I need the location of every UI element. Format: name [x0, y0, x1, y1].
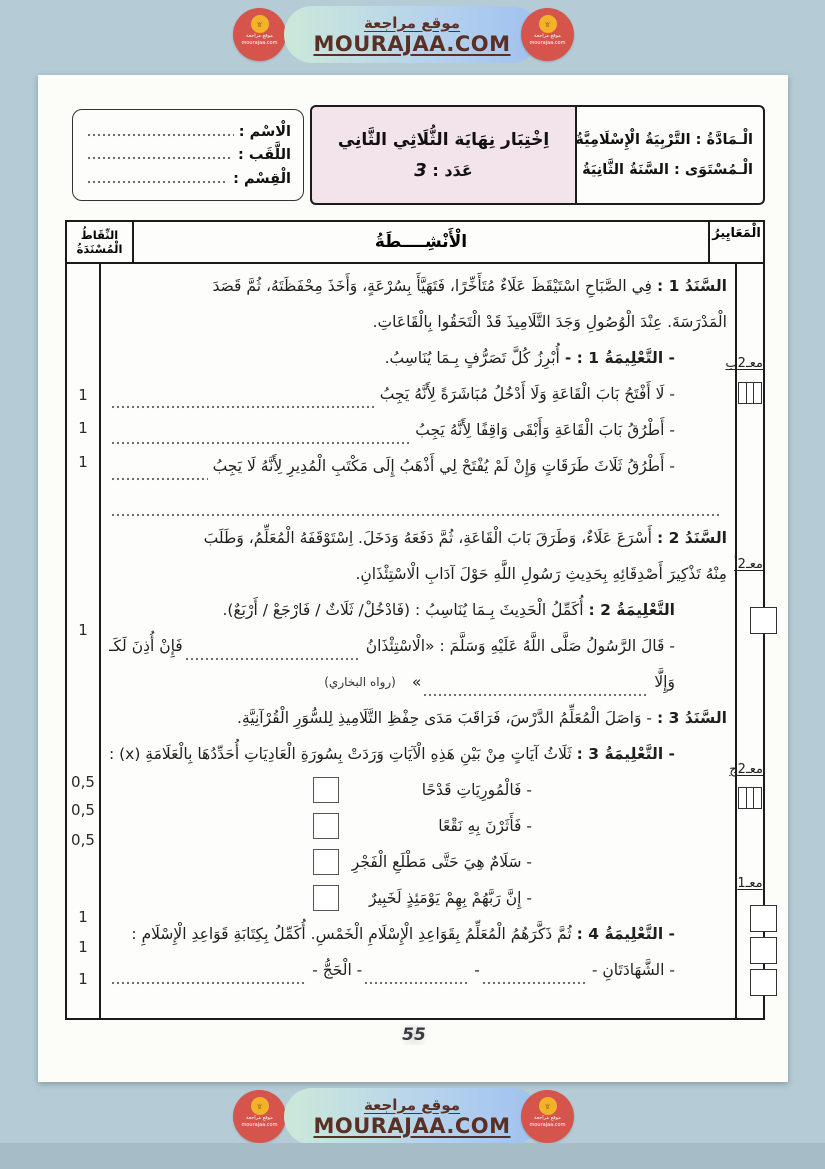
talima2-text: أُكَمِّلُ الْحَدِيثَ بِـمَا يُنَاسِبُ : (فَادْخُلْ/ ثَلَاثٌ / فَارْجَعْ / أَرْبَعٌ).: [222, 601, 584, 619]
sanad2-label: السَّنَدُ 2 :: [656, 529, 727, 547]
logo-emblem-icon: ۩: [251, 1097, 269, 1115]
page-number: 55: [394, 1025, 434, 1045]
talima2-line: [109, 592, 727, 628]
criteria-column: [725, 264, 763, 1018]
talima1-text: أُبْرِزُ كُلَّ تَصَرُّفٍ بِـمَا يُنَاسِبُ.: [384, 349, 560, 367]
blank-dotted-line: [111, 397, 375, 409]
exam-number: [414, 160, 472, 181]
bottom-banner: [0, 1082, 825, 1152]
activities-column-header: الْأَنْشِــــطَةُ: [132, 222, 708, 262]
sanad2-text: مِنْهُ تَذْكِيرَ أَصْدِقَائِهِ بِحَدِيثِ رَسُولِ اللَّهِ حَوْلَ آدَابِ الْاسْتِئْذَانِ.: [355, 565, 727, 583]
quran-option-row: [109, 880, 727, 916]
blank-dotted-line: [111, 973, 307, 985]
talima3-text: ثَلَاثُ آيَاتٍ مِنْ بَيْنِ هَذِهِ الْآيَاتِ وَرَدَتْ بِسُورَةِ الْعَادِيَاتِ أُحَدِّدُهَا بِالْعَلَامَةِ (x) :: [108, 745, 572, 763]
hadith-line2: [109, 664, 727, 700]
exam-header: [65, 105, 765, 205]
blank-dotted-line: [423, 685, 649, 697]
points-value: 0,5: [71, 801, 95, 819]
blank-dotted-line: [111, 505, 722, 517]
blank-dotted-line: [111, 433, 410, 445]
talima2-label: التَّعْلِيمَةُ 2 :: [588, 601, 675, 619]
badge-site-domain: mourajaa.com: [529, 1122, 566, 1128]
criteria-code-2: معـ2أ: [734, 557, 763, 572]
logo-emblem-icon: ۩: [539, 1097, 557, 1115]
badge-site-name: موقع مراجعة: [534, 33, 561, 39]
points-value: 1: [78, 453, 88, 471]
pillars-separator: -: [474, 961, 480, 979]
student-info-box: [72, 109, 304, 201]
table-header-row: [67, 222, 763, 264]
badge-site-name: موقع مراجعة: [534, 1115, 561, 1121]
class-blank-line: [87, 172, 228, 184]
subject-cell: [575, 105, 765, 205]
hadith-close-quote: »: [411, 673, 422, 691]
badge-site-name: موقع مراجعة: [246, 1115, 273, 1121]
bottom-strip: [0, 1143, 825, 1169]
points-value: 0,5: [71, 773, 95, 791]
exam-table: [65, 220, 765, 1020]
sanad1-text: فِي الصَّبَاحِ اسْتَيْقَظَ عَلَاءٌ مُتَأَخِّرًا، فَتَهَيَّأَ بِسُرْعَةٍ، وَأَخَذَ مِحْفَظَتَهُ، ثُمَّ قَصَدَ: [212, 277, 652, 295]
badge-site-domain: mourajaa.com: [241, 1122, 278, 1128]
points-column: [67, 264, 99, 1018]
quran-option-text: - فَالْمُورِيَاتِ قَدْحًا: [421, 781, 532, 799]
hadith-else-text: وَإِلَّا: [654, 673, 675, 691]
blank-dotted-line: [111, 469, 208, 481]
surname-blank-line: [87, 148, 233, 160]
subject-line: الْـمَادَّةُ : التَّرْبِيَةُ الْإِسْلَامِيَّةُ: [575, 132, 753, 148]
surname-label: اللَّقَب :: [238, 147, 291, 163]
criteria-column-header: الْمَعَايِيرُ: [708, 222, 763, 262]
surname-field-row: [85, 147, 291, 163]
blank-dotted-line: [482, 973, 587, 985]
criteria-score-box[interactable]: [750, 905, 777, 932]
name-label: الْاسْم :: [238, 123, 291, 140]
points-value: 1: [78, 419, 88, 437]
activities-column: [99, 264, 735, 1018]
exam-number-label: عَدَد :: [432, 160, 473, 180]
class-label: الْقِسْم :: [233, 170, 291, 187]
site-name-arabic[interactable]: موقع مراجعة: [363, 1095, 461, 1114]
site-banner: [284, 1088, 540, 1145]
points-value: 1: [78, 938, 88, 956]
option3-line: [109, 448, 727, 484]
site-domain-link[interactable]: MOURAJAA.COM: [313, 1113, 511, 1138]
option1-line: [109, 376, 727, 412]
criteria-score-boxes: [738, 787, 762, 809]
sanad1-label: السَّنَدُ 1 :: [656, 277, 727, 295]
talima4-text: ثُمَّ ذَكَّرَهُمُ الْمُعَلِّمُ بِقَوَاعِدِ الْإِسْلَامِ الْخَمْسِ. أُكَمِّلُ بِكِتَابَةِ قَوَاعِدِ الْإِسْلَامِ :: [131, 925, 572, 943]
level-line: الْـمُسْتَوَى : السَّنَةُ الثَّانِيَةُ: [582, 162, 753, 178]
badge-site-name: موقع مراجعة: [246, 33, 273, 39]
sanad3-text: - وَاصَلَ الْمُعَلِّمُ الدَّرْسَ، فَرَاقَبَ مَدَى حِفْظِ التَّلَامِيذِ لِلسُّوَرِ الْقُرْآنِيَّةِ.: [237, 709, 652, 727]
quran-option-row: [109, 808, 727, 844]
class-field-row: [85, 171, 291, 187]
logo-emblem-icon: ۩: [251, 15, 269, 33]
site-banner: [284, 6, 540, 63]
criteria-score-box[interactable]: [738, 382, 747, 404]
mourajaa-logo-badge: [521, 8, 574, 61]
points-value: 1: [78, 621, 88, 639]
criteria-score-box[interactable]: [738, 787, 747, 809]
criteria-score-boxes: [738, 382, 762, 404]
separator-dotted-line: [109, 484, 727, 520]
hadith-line1: [109, 628, 727, 664]
quran-option-text: - سَلَامٌ هِيَ حَتَّى مَطْلَعِ الْفَجْرِ: [351, 853, 532, 871]
blank-dotted-line: [364, 973, 469, 985]
answer-checkbox[interactable]: [313, 777, 339, 803]
sanad1-line2: [109, 304, 727, 340]
quran-option-row: [109, 772, 727, 808]
exam-title: اِخْتِبَار نِهَايَة الثُّلَاثِي الثَّانِي: [337, 129, 550, 150]
mourajaa-logo-badge: [521, 1090, 574, 1143]
points-column-header: النِّقَاطُ الْمُسْنَدَةُ: [76, 228, 123, 256]
option3-text: - أَطْرُقُ ثَلَاثَ طَرَقَاتٍ وَإِنْ لَمْ يُفْتَحْ لِي أَذْهَبُ إِلَى مَكْتَبِ الْمُدِيرِ لِأَنَّهُ لَا يَجِبُ: [212, 457, 675, 475]
points-value: 1: [78, 908, 88, 926]
site-name-arabic[interactable]: موقع مراجعة: [363, 13, 461, 32]
hadith-source: (رواه البخاري): [324, 675, 396, 689]
badge-site-domain: mourajaa.com: [241, 40, 278, 46]
sanad1-text: الْمَدْرَسَةَ. عِنْدَ الْوُصُولِ وَجَدَ التَّلَامِيذَ قَدْ الْتَحَقُوا بِالْقَاعَاتِ.: [372, 313, 727, 331]
option2-line: [109, 412, 727, 448]
name-blank-line: [87, 125, 234, 137]
points-value: 1: [78, 386, 88, 404]
quran-option-text: - فَأَثَرْنَ بِهِ نَقْعًا: [438, 817, 532, 835]
criteria-code-1: معـ2ب: [725, 356, 763, 371]
points-value: 0,5: [71, 831, 95, 849]
option2-text: - أَطْرُقُ بَابَ الْقَاعَةِ وَأَبْقَى وَاقِفًا لِأَنَّهُ يَجِبُ: [415, 421, 675, 439]
exam-number-value: 3: [414, 159, 427, 181]
points-value: 1: [78, 970, 88, 988]
sanad1-line1: [109, 268, 727, 304]
sanad2-line1: [109, 520, 727, 556]
blank-dotted-line: [185, 649, 361, 661]
mourajaa-logo-badge: [233, 8, 286, 61]
pillars-first-text: - الشَّهَادَتَانِ -: [591, 961, 675, 979]
sanad2-text: أَسْرَعَ عَلَاءٌ، وَطَرَقَ بَابَ الْقَاعَةِ، ثُمَّ دَفَعَهُ وَدَخَلَ. اِسْتَوْقَفَهُ الْمُعَلِّمُ، وَطَلَبَ: [203, 529, 652, 547]
hadith-mid-text: فَإِنْ أُذِنَ لَكَـ: [108, 637, 183, 655]
answer-checkbox[interactable]: [313, 813, 339, 839]
pillars-hajj-text: - الْحَجُّ -: [312, 961, 363, 979]
name-field-row: [85, 124, 291, 140]
criteria-code-4: معـ1: [737, 876, 763, 891]
badge-site-domain: mourajaa.com: [529, 40, 566, 46]
option1-text: - لَا أَفْتَحُ بَابَ الْقَاعَةِ وَلَا أَدْخُلُ مُبَاشَرَةً لِأَنَّهُ يَجِبُ: [379, 385, 675, 403]
criteria-score-box[interactable]: [750, 937, 777, 964]
sanad3-line: [109, 700, 727, 736]
talima1-label: - التَّعْلِيمَةُ 1 : -: [564, 349, 675, 367]
sanad2-line2: [109, 556, 727, 592]
quran-option-row: [109, 844, 727, 880]
logo-emblem-icon: ۩: [539, 15, 557, 33]
site-domain-link[interactable]: MOURAJAA.COM: [313, 31, 511, 56]
sanad3-label: السَّنَدُ 3 :: [656, 709, 727, 727]
hadith-start-text: - قَالَ الرَّسُولُ صَلَّى اللَّهُ عَلَيْهِ وَسَلَّمَ : «الْاسْتِئْذَانُ: [365, 637, 675, 655]
talima3-line: [109, 736, 727, 772]
talima4-line: [109, 916, 727, 952]
exam-paper: [38, 75, 788, 1082]
answer-checkbox[interactable]: [313, 849, 339, 875]
pillars-line: [109, 952, 727, 988]
criteria-score-box[interactable]: [750, 969, 777, 996]
talima4-label: - التَّعْلِيمَةُ 4 :: [576, 925, 675, 943]
answer-checkbox[interactable]: [313, 885, 339, 911]
talima1-line: [109, 340, 727, 376]
mourajaa-logo-badge: [233, 1090, 286, 1143]
table-body: [67, 264, 763, 1018]
quran-option-text: - إِنَّ رَبَّهُمْ بِهِمْ يَوْمَئِذٍ لَخَبِيرٌ: [368, 889, 532, 907]
top-banner: [0, 0, 825, 70]
exam-title-cell: [310, 105, 575, 205]
criteria-code-3: معـ2ج: [729, 762, 763, 777]
criteria-score-box[interactable]: [750, 607, 777, 634]
talima3-label: - التَّعْلِيمَةُ 3 :: [576, 745, 675, 763]
